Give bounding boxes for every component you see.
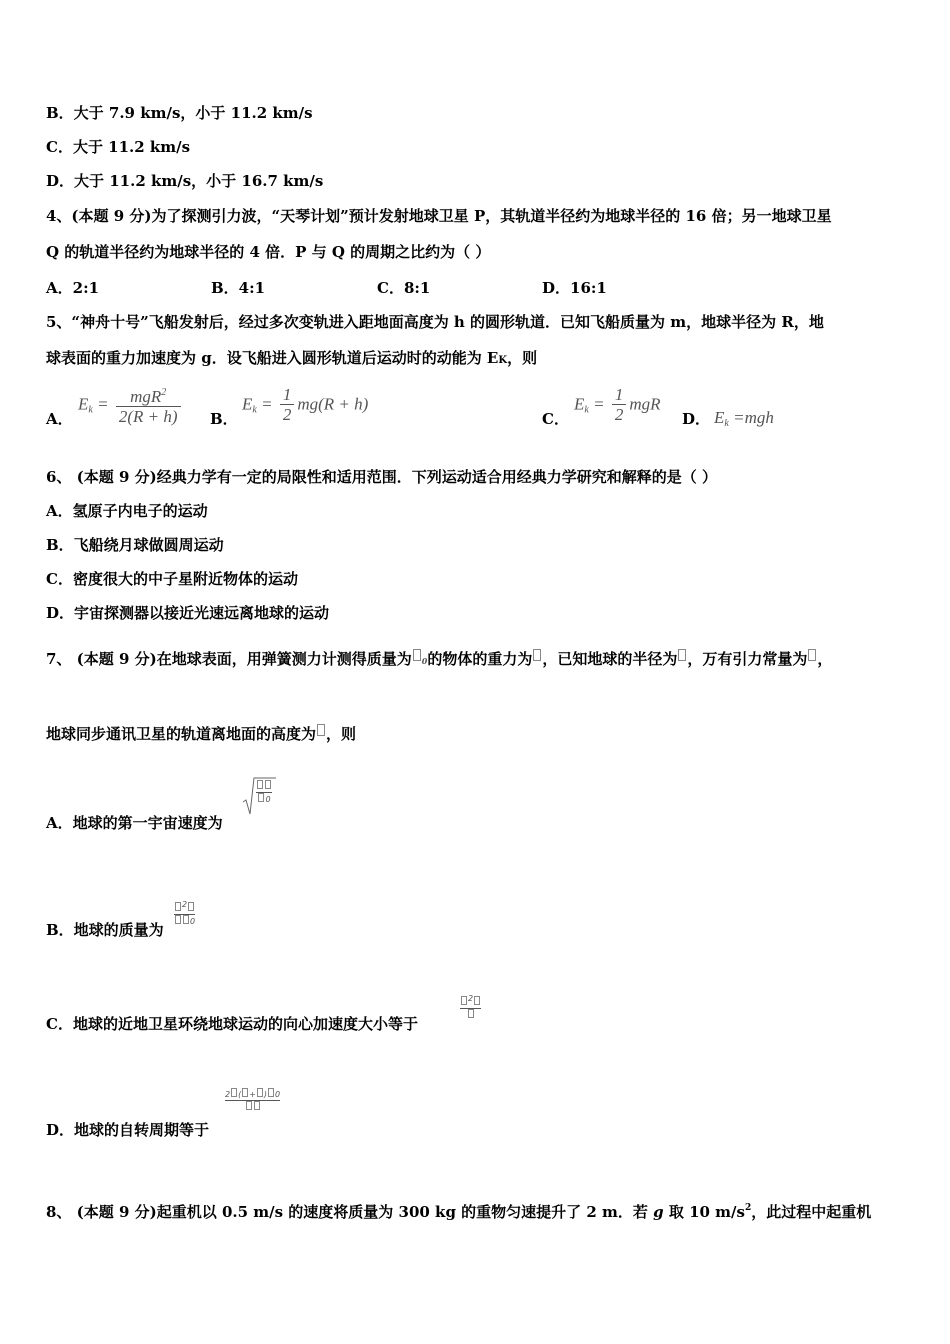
q6-option-a: A．氢原子内电子的运动: [46, 502, 208, 520]
q4-option-c: C．8:1: [377, 279, 431, 297]
q6-option-c: C．密度很大的中子星附近物体的运动: [46, 570, 298, 588]
q5-option-c-label: C．: [542, 410, 569, 428]
q5-stem-line2: 球表面的重力加速度为 g．设飞船进入圆形轨道后运动时的动能为 EK，则: [46, 349, 538, 367]
q5-option-c-formula: $E_k$ = $\frac{1}{2}$ mgR: [574, 385, 661, 424]
q7-option-d: D．地球的自转周期等于: [46, 1121, 210, 1139]
q7-option-b: B．地球的质量为: [46, 921, 164, 939]
q7-option-a: A．地球的第一宇宙速度为: [46, 814, 223, 832]
placeholder-glyph: [533, 649, 541, 661]
q5-option-a-formula: $E_k$ = $\frac{mgR^2}{2(R + h)}$: [78, 384, 184, 427]
placeholder-glyph: [808, 649, 816, 661]
placeholder-glyph: [678, 649, 686, 661]
q4-option-d: D．16:1: [542, 279, 607, 297]
q6-stem: 6、 (本题 9 分)经典力学有一定的局限性和适用范围．下列运动适合用经典力学研究和解释的是（ ）: [46, 468, 717, 486]
q5-stem-line1: 5、“神舟十号”飞船发射后，经过多次变轨进入距地面高度为 h 的圆形轨道．已知飞船质量为 m，地球半径为 R，地: [46, 313, 824, 331]
q6-option-b: B．飞船绕月球做圆周运动: [46, 536, 224, 554]
q7-option-d-formula: 2 ( + ) 0: [225, 1088, 280, 1113]
q7-option-a-formula: 0: [242, 776, 278, 820]
q7-stem-line1: 7、 (本题 9 分)在地球表面，用弹簧测力计测得质量为 0的物体的重力为 ，已知地球的半径为 ，万有引力常量为 ，: [46, 650, 833, 668]
q3-option-c: C．大于 11.2 km/s: [46, 138, 191, 156]
q5-option-a-label: A．: [46, 410, 73, 428]
q7-stem-line2: 地球同步通讯卫星的轨道离地面的高度为 ，则: [46, 725, 357, 743]
q5-option-d-formula: $E_k =mgh$: [714, 408, 774, 429]
placeholder-glyph: [317, 724, 325, 736]
q3-option-b: B．大于 7.9 km/s，小于 11.2 km/s: [46, 104, 313, 122]
q4-option-b: B．4:1: [211, 279, 266, 297]
q6-option-d: D．宇宙探测器以接近光速远离地球的运动: [46, 604, 330, 622]
placeholder-glyph: [413, 649, 421, 661]
q4-option-a: A．2:1: [46, 279, 100, 297]
q3-option-d: D．大于 11.2 km/s，小于 16.7 km/s: [46, 172, 324, 190]
q7-option-b-formula: 2 0: [174, 900, 195, 927]
q5-option-b-formula: $E_k$ = $\frac{1}{2}$ mg(R + h): [242, 385, 369, 424]
q5-option-b-label: B．: [210, 410, 238, 428]
q7-option-c-formula: 2: [460, 994, 481, 1021]
q7-option-c: C．地球的近地卫星环绕地球运动的向心加速度大小等于: [46, 1015, 418, 1033]
q4-stem-line1: 4、(本题 9 分)为了探测引力波，“天琴计划”预计发射地球卫星 P，其轨道半径约为地球半径的 16 倍；另一地球卫星: [46, 207, 832, 225]
q4-stem-line2: Q 的轨道半径约为地球半径的 4 倍．P 与 Q 的周期之比约为（ ）: [46, 243, 491, 261]
q5-option-d-label: D．: [682, 410, 711, 428]
q8-stem-line1: 8、 (本题 9 分)起重机以 0.5 m/s 的速度将质量为 300 kg 的重物匀速提升了 2 m．若 g 取 10 $m/s^2$，此过程中起重机: [46, 1203, 872, 1221]
